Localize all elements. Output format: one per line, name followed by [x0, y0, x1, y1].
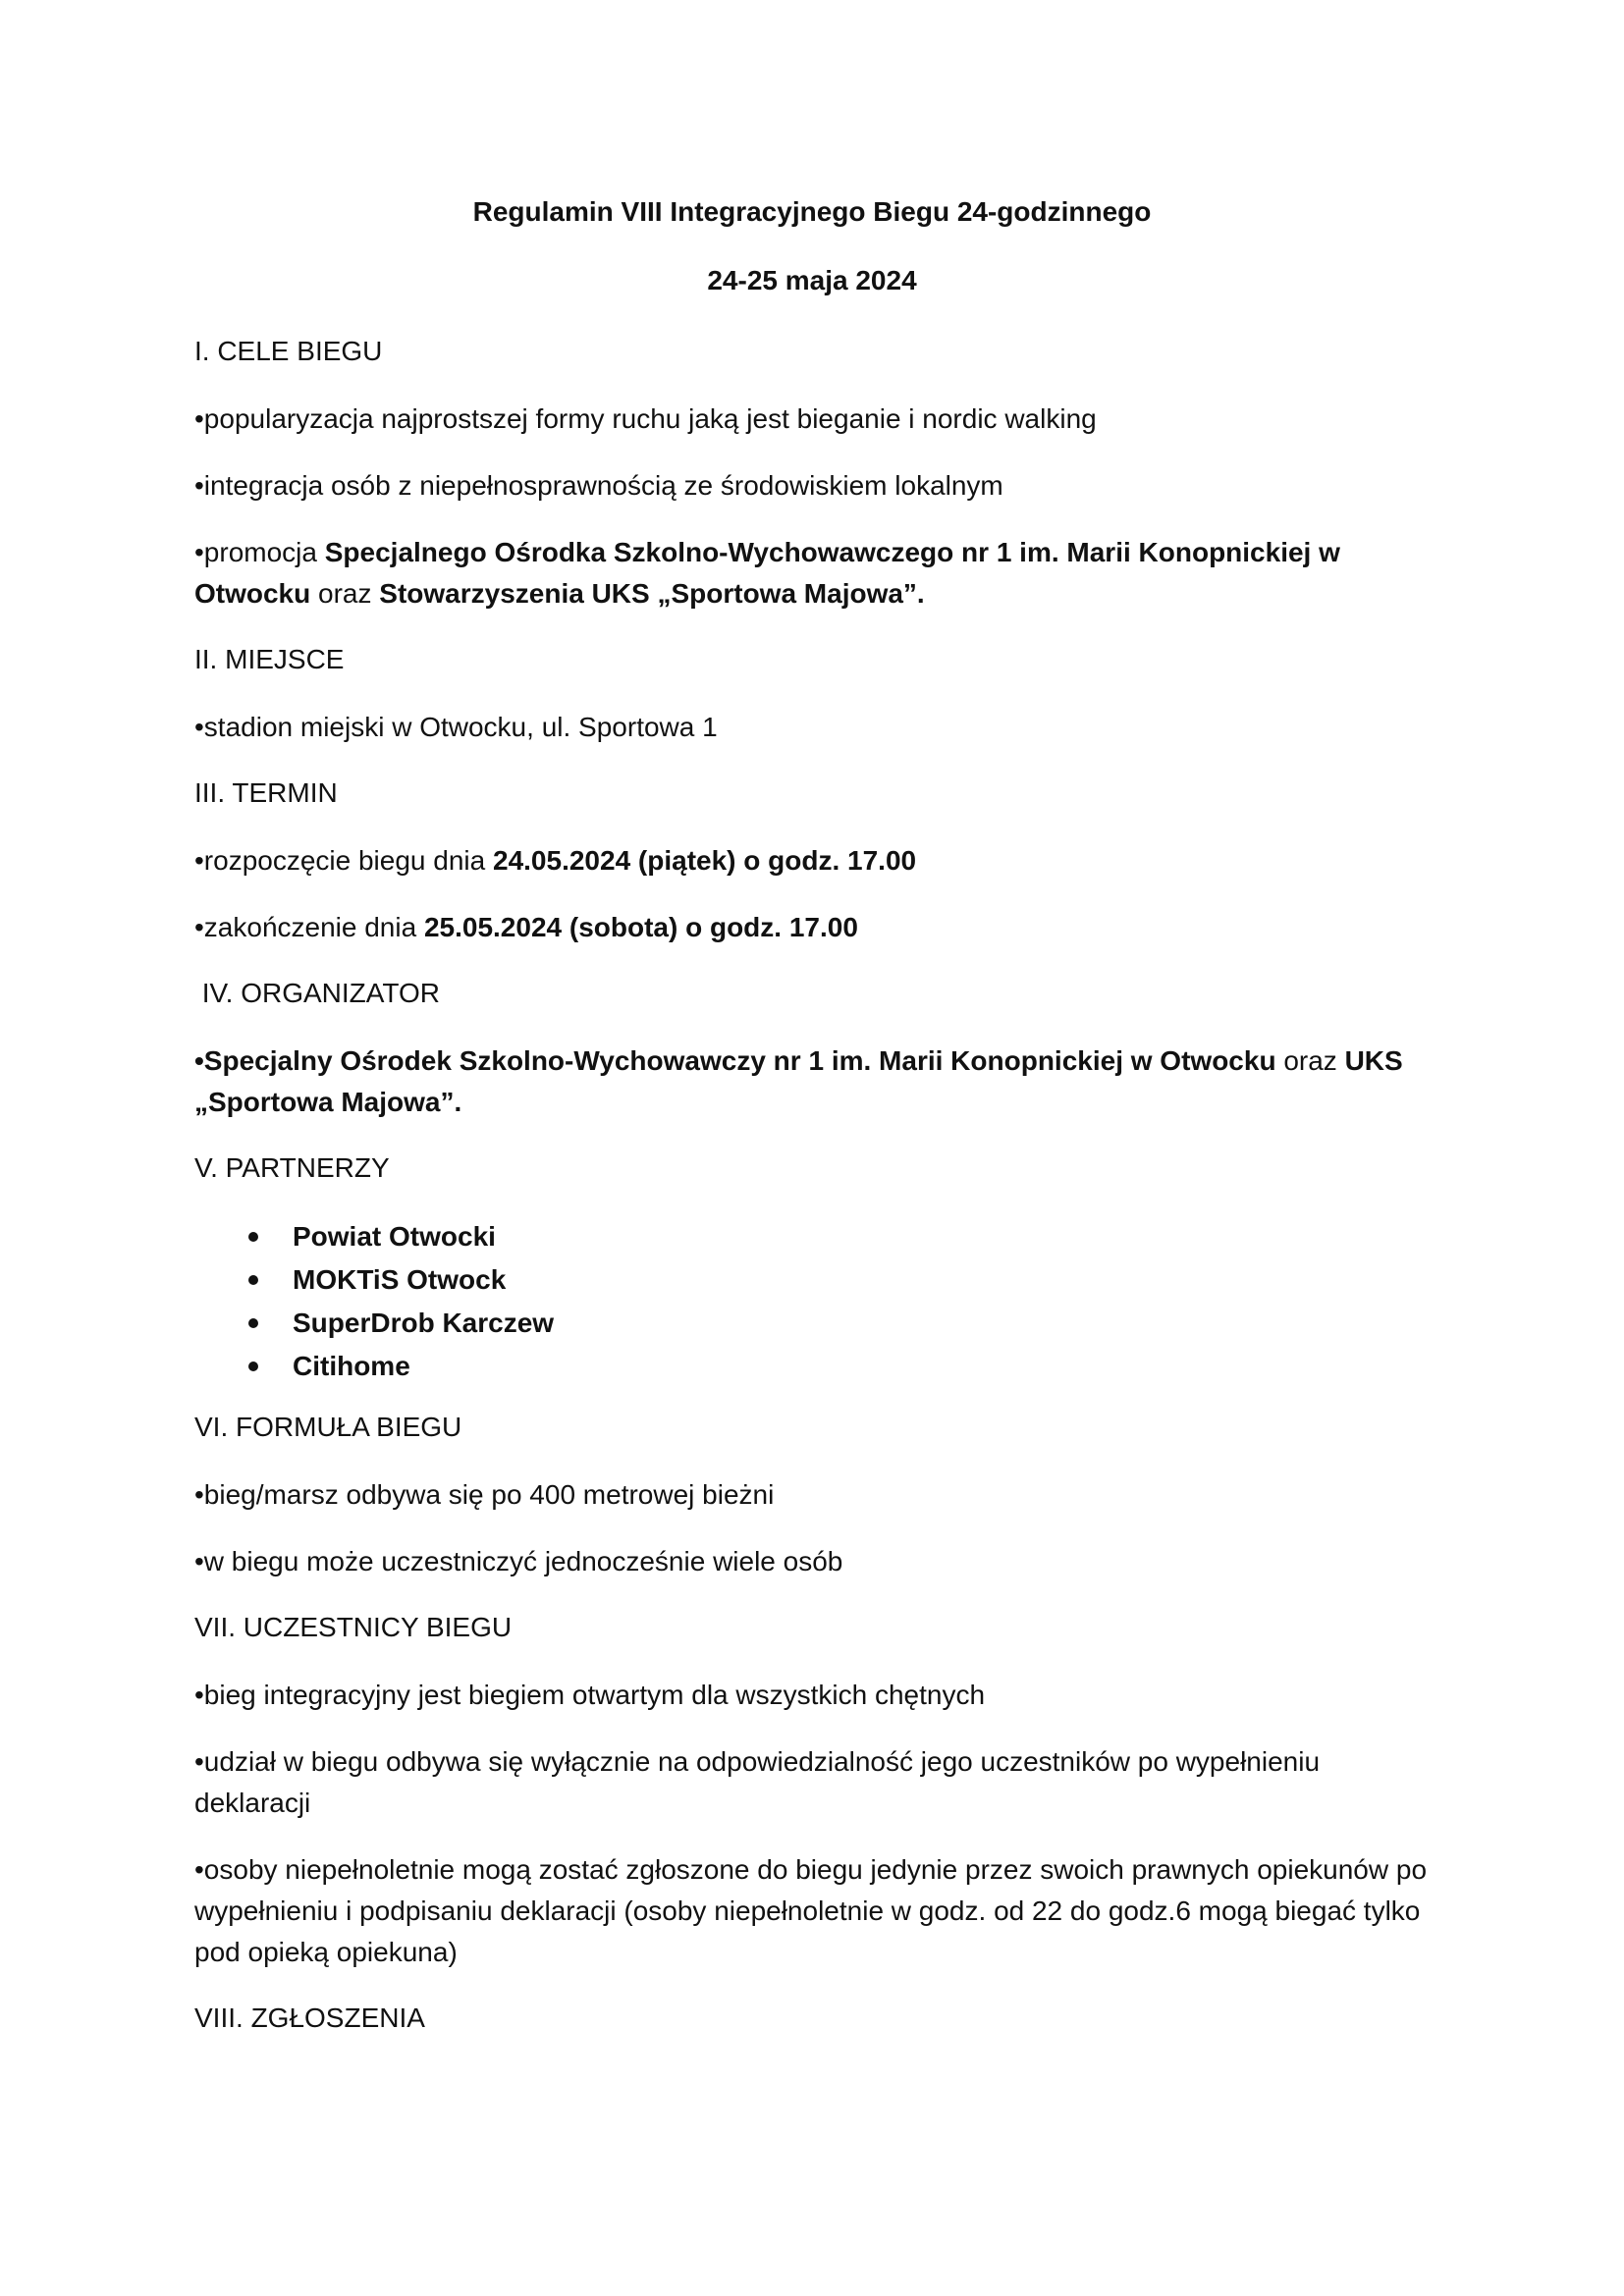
- section-heading-uczestnicy: VII. UCZESTNICY BIEGU: [194, 1612, 513, 1642]
- bullet-icon: [248, 1232, 258, 1242]
- section-heading-miejsce: II. MIEJSCE: [194, 644, 345, 674]
- document-body: [194, 332, 1432, 2065]
- cele-item-2: •integracja osób z niepełnosprawnością ze środowiskiem lokalnym: [194, 470, 1003, 501]
- section-heading-zgloszenia: VIII. ZGŁOSZENIA: [194, 2002, 425, 2033]
- termin-start-prefix: •rozpoczęcie biegu dnia: [194, 845, 493, 876]
- termin-start: [194, 840, 1432, 881]
- bullet-icon: [248, 1318, 258, 1328]
- miejsce-item: •stadion miejski w Otwocku, ul. Sportowa 1: [194, 712, 718, 742]
- uczestnicy-item-1: •bieg integracyjny jest biegiem otwartym dla wszystkich chętnych: [194, 1680, 986, 1710]
- uczestnicy-item-2: •udział w biegu odbywa się wyłącznie na odpowiedzialność jego uczestników po wypełnieniu deklaracji: [194, 1746, 1321, 1818]
- termin-end-datetime: 25.05.2024 (sobota) o godz. 17.00: [423, 912, 858, 942]
- section-heading-termin: III. TERMIN: [194, 777, 338, 808]
- termin-end: [194, 907, 1432, 948]
- organizator-club-name: UKS „Sportowa Majowa”.: [194, 1045, 1403, 1117]
- document-date: 24-25 maja 2024: [707, 265, 917, 295]
- termin-start-datetime: 24.05.2024 (piątek) o godz. 17.00: [493, 845, 917, 876]
- cele-item-1: •popularyzacja najprostszej formy ruchu jaką jest bieganie i nordic walking: [194, 403, 1097, 434]
- promo-prefix: •promocja: [194, 537, 325, 567]
- bullet-icon: [248, 1275, 258, 1285]
- organizator-school-name: •Specjalny Ośrodek Szkolno-Wychowawczy nr 1 im. Marii Konopnickiej w Otwocku: [194, 1045, 1276, 1076]
- partner-item: Citihome: [248, 1345, 1432, 1388]
- promo-connector: oraz: [310, 578, 380, 609]
- formula-item-2: •w biegu może uczestniczyć jednocześnie wiele osób: [194, 1546, 843, 1576]
- section-heading-formula: VI. FORMUŁA BIEGU: [194, 1412, 462, 1442]
- uczestnicy-item-3: •osoby niepełnoletnie mogą zostać zgłoszone do biegu jedynie przez swoich prawnych opiekunów po wypełnieniu i podpisaniu deklaracji (osoby niepełnoletnie w godz. od 22 do godz.6 mogą biegać tylko pod opieką opiekuna): [194, 1854, 1428, 1967]
- organizator-item: [194, 1041, 1432, 1123]
- organizator-connector: oraz: [1275, 1045, 1345, 1076]
- section-heading-partnerzy: V. PARTNERZY: [194, 1152, 390, 1183]
- document-title: Regulamin VIII Integracyjnego Biegu 24-godzinnego: [472, 196, 1152, 227]
- partner-item: MOKTiS Otwock: [248, 1258, 1432, 1302]
- formula-item-1: •bieg/marsz odbywa się po 400 metrowej bieżni: [194, 1479, 775, 1510]
- promo-association-name: Stowarzyszenia UKS „Sportowa Majowa”.: [379, 578, 925, 609]
- termin-end-prefix: •zakończenie dnia: [194, 912, 424, 942]
- section-heading-cele: I. CELE BIEGU: [194, 336, 383, 366]
- section-heading-organizator: IV. ORGANIZATOR: [194, 978, 440, 1008]
- partners-list: [194, 1215, 1432, 1388]
- partner-item: SuperDrob Karczew: [248, 1302, 1432, 1345]
- cele-item-promocja: [194, 532, 1432, 614]
- promo-school-name: Specjalnego Ośrodka Szkolno-Wychowawczego nr 1 im. Marii Konopnickiej w Otwocku: [194, 537, 1340, 609]
- partner-item: Powiat Otwocki: [248, 1215, 1432, 1258]
- bullet-icon: [248, 1362, 258, 1371]
